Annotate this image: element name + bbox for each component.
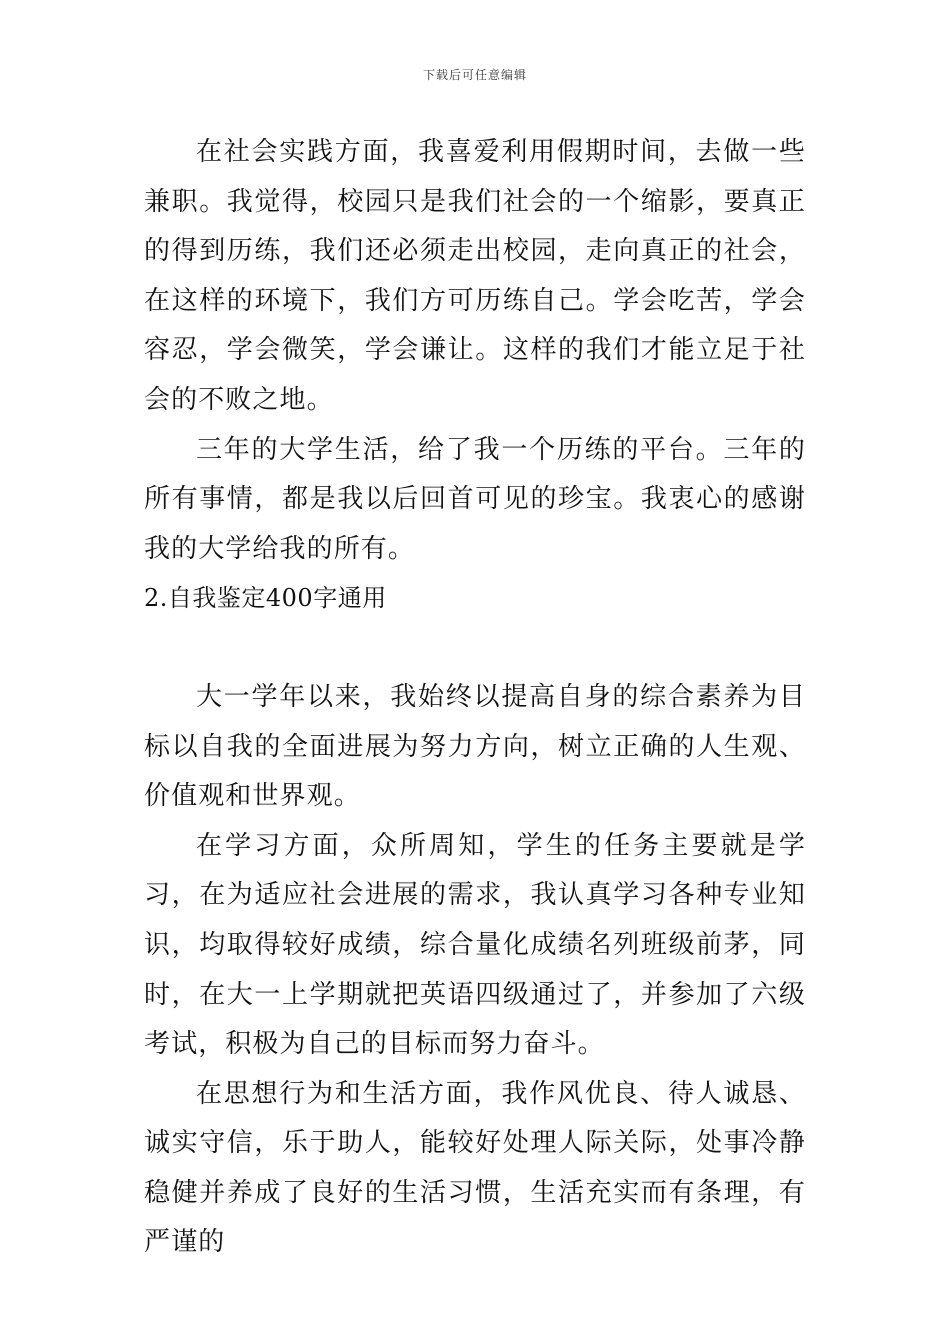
paragraph-social-practice: 在社会实践方面，我喜爱利用假期时间，去做一些兼职。我觉得，校园只是我们社会的一个缩影，要真正的得到历练，我们还必须走出校园，走向真正的社会，在这样的环境下，我们方可历练自己。学会吃苦，学会容忍，学会微笑，学会谦让。这样的我们才能立足于社会的不败之地。 xyxy=(144,137,806,415)
document-body xyxy=(144,128,806,1268)
paragraph-study: 在学习方面，众所周知，学生的任务主要就是学习，在为适应社会进展的需求，我认真学习各种专业知识，均取得较好成绩，综合量化成绩名列班级前茅，同时，在大一上学期就把英语四级通过了，并参加了六级考试，积极为自己的目标而努力奋斗。 xyxy=(144,830,806,1060)
page-header-note: 下载后可任意编辑 xyxy=(422,68,527,82)
paragraph-freshman-year: 大一学年以来，我始终以提高自身的综合素养为目标以自我的全面进展为努力方向，树立正确的人生观、价值观和世界观。 xyxy=(144,681,806,812)
section-spacer xyxy=(144,624,806,673)
paragraph-three-years: 三年的大学生活，给了我一个历练的平台。三年的所有事情，都是我以后回首可见的珍宝。我衷心的感谢我的大学给我的所有。 xyxy=(144,434,806,564)
paragraph-conduct-life: 在思想行为和生活方面，我作风优良、待人诚恳、诚实守信，乐于助人，能较好处理人际关际，处事冷静稳健并养成了良好的生活习惯，生活充实而有条理，有严谨的 xyxy=(144,1078,806,1258)
section-heading: 2.自我鉴定400字通用 xyxy=(144,584,387,613)
